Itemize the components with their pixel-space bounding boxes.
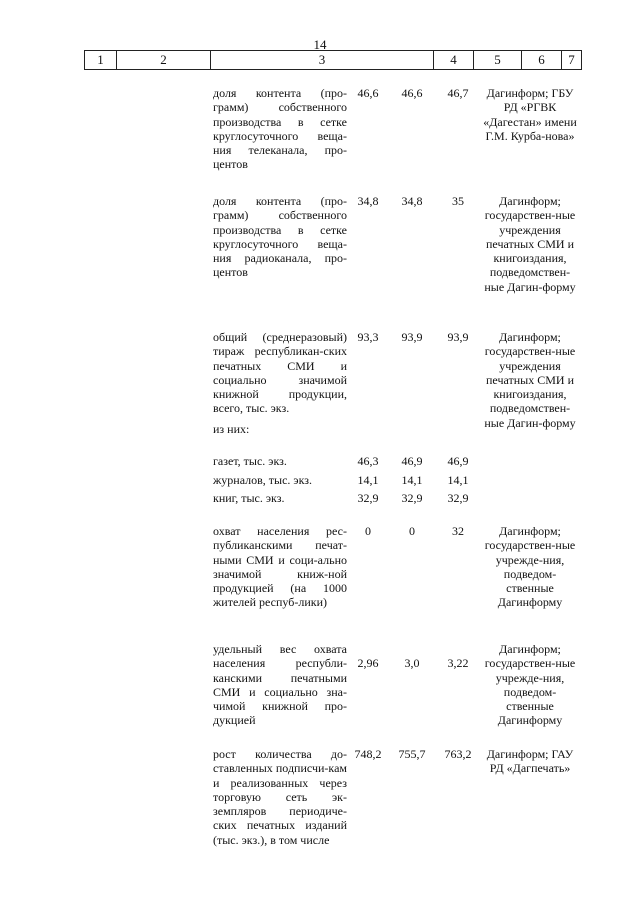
value-col5: 755,7 <box>398 747 426 761</box>
indicator-text: удельный вес охвата населения республи-канскими печатными СМИ и социально зна-чимой книжной про-дукцией <box>213 642 347 728</box>
value-col4: 0 <box>365 524 371 538</box>
value-col4: 748,2 <box>354 747 382 761</box>
value-col5: 3,0 <box>404 656 420 670</box>
col-header-3: 3 <box>211 51 434 69</box>
value-col5: 93,9 <box>401 330 423 344</box>
value-col4: 34,8 <box>357 194 379 208</box>
value-col6: 14,1 <box>447 473 469 487</box>
value-col5: 46,6 <box>401 86 423 100</box>
value-col6: 93,9 <box>447 330 469 344</box>
value-col4: 2,96 <box>357 656 379 670</box>
value-col6: 763,2 <box>444 747 472 761</box>
col-header-2: 2 <box>117 51 211 69</box>
value-col4: 32,9 <box>357 491 379 505</box>
value-col6: 46,9 <box>447 454 469 468</box>
value-col5: 46,9 <box>401 454 423 468</box>
col-header-4: 4 <box>434 51 474 69</box>
col-header-7: 7 <box>568 52 575 67</box>
indicator-text: газет, тыс. экз. <box>213 454 287 468</box>
source-text: Дагинформ; государствен-ные учреждения печатных СМИ и книгоиздания, подведомствен-ные Дагин-форму <box>484 330 576 430</box>
indicator-text: журналов, тыс. экз. <box>213 473 312 487</box>
value-col4: 46,6 <box>357 86 379 100</box>
column-number-header <box>84 50 582 70</box>
from-them-label: из них: <box>213 422 250 436</box>
source-text: Дагинформ; государствен-ные учреждения печатных СМИ и книгоиздания, подведомствен-ные Дагин-форму <box>484 194 576 294</box>
value-col6: 32 <box>452 524 464 538</box>
value-col6: 3,22 <box>447 656 469 670</box>
value-col6: 32,9 <box>447 491 469 505</box>
value-col5: 14,1 <box>401 473 423 487</box>
value-col6: 35 <box>452 194 464 208</box>
value-col4: 14,1 <box>357 473 379 487</box>
source-text: Дагинформ; ГАУ РД «Дагпечать» <box>486 747 574 776</box>
value-col4: 46,3 <box>357 454 379 468</box>
source-text: Дагинформ; ГБУ РД «РГВК «Дагестан» имени Г.М. Курба-нова» <box>483 86 577 143</box>
value-col6: 46,7 <box>447 86 469 100</box>
value-col5: 32,9 <box>401 491 423 505</box>
value-col5: 0 <box>409 524 415 538</box>
indicator-text: доля контента (про-грамм) собственного производства в сетке круглосуточного веща-ния телеканала, про-центов <box>213 86 347 172</box>
indicator-text: доля контента (про-грамм) собственного производства в сетке круглосуточного веща-ния радиоканала, про-центов <box>213 194 347 280</box>
indicator-text: рост количества до-ставленных подписчи-кам и реализованных через торговую сеть эк-земпляров периодиче-ских печатных изданий (тыс. экз.), в том числе <box>213 747 347 847</box>
col-header-1: 1 <box>85 51 117 69</box>
indicator-text: общий (среднеразовый) тираж республикан-ских печатных СМИ и социально значимой книжной продукции, всего, тыс. экз. <box>213 330 347 416</box>
source-text: Дагинформ; государствен-ные учрежде-ния, подведом-ственные Дагинформу <box>484 524 576 610</box>
value-col4: 93,3 <box>357 330 379 344</box>
page-number: 14 <box>313 37 327 52</box>
col-header-5: 5 <box>474 51 522 69</box>
source-text: Дагинформ; государствен-ные учрежде-ния, подведом-ственные Дагинформу <box>484 642 576 728</box>
col-header-6: 6 <box>522 51 562 69</box>
indicator-text: охват населения рес-публиканскими печат-ными СМИ и соци-ально значимой книж-ной продукцией (на 1000 жителей респуб-лики) <box>213 524 347 610</box>
value-col5: 34,8 <box>401 194 423 208</box>
indicator-text: книг, тыс. экз. <box>213 491 285 505</box>
